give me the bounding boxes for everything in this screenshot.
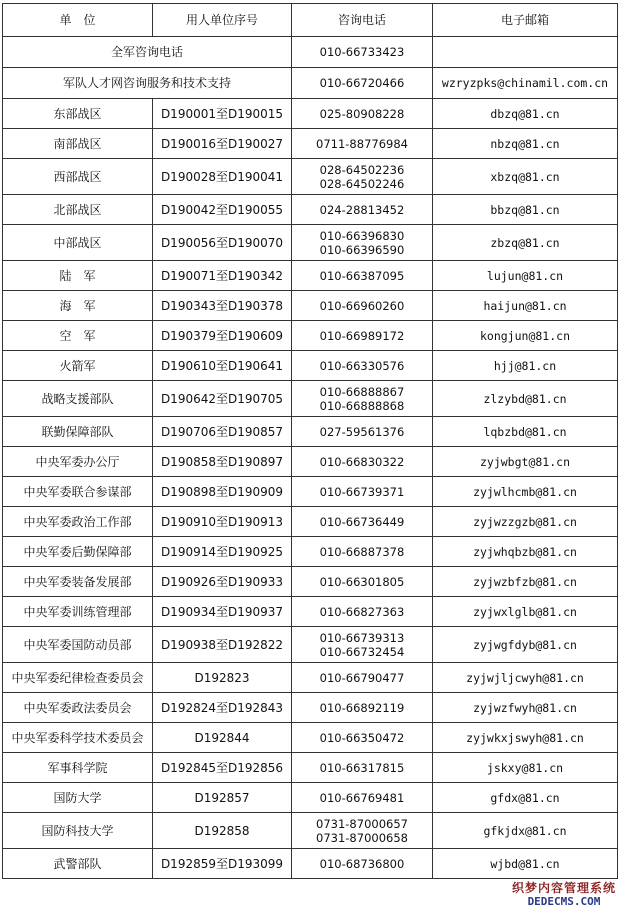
- phone-number: 028-64502236: [319, 162, 405, 177]
- unit-cell: 国防大学: [3, 783, 153, 813]
- unit-cell: 联勤保障部队: [3, 417, 153, 447]
- email-cell: zyjwbgt@81.cn: [433, 447, 618, 477]
- header-email: 电子邮箱: [433, 4, 618, 37]
- email-cell: wjbd@81.cn: [433, 849, 618, 879]
- serial-cell: D192844: [153, 723, 292, 753]
- phone-number: 010-66350472: [319, 730, 405, 745]
- phone-cell: [292, 99, 433, 129]
- serial-cell: D190706至D190857: [153, 417, 292, 447]
- table-row: [3, 129, 618, 159]
- phone-number: 010-66989172: [319, 328, 405, 343]
- table-row: [3, 417, 618, 447]
- phone-number: 010-66396590: [319, 242, 405, 257]
- table-row: [3, 507, 618, 537]
- unit-cell: 国防科技大学: [3, 813, 153, 849]
- serial-cell: D190910至D190913: [153, 507, 292, 537]
- table-row: [3, 261, 618, 291]
- serial-cell: D190379至D190609: [153, 321, 292, 351]
- unit-cell: 陆 军: [3, 261, 153, 291]
- unit-cell: 中央军委联合参谋部: [3, 477, 153, 507]
- serial-cell: D192859至D193099: [153, 849, 292, 879]
- table-body: [3, 37, 618, 879]
- email-cell: gfdx@81.cn: [433, 783, 618, 813]
- watermark-bottom: DEDECMS.COM: [527, 895, 601, 908]
- phone-cell: [292, 68, 433, 99]
- watermark-top: 织梦内容管理系统: [511, 881, 616, 895]
- email-cell: [433, 37, 618, 68]
- unit-cell: 中央军委政法委员会: [3, 693, 153, 723]
- watermark-logo: [512, 881, 616, 909]
- phone-cell: [292, 321, 433, 351]
- phone-number: 025-80908228: [319, 106, 405, 121]
- unit-cell: 空 军: [3, 321, 153, 351]
- table-row: [3, 321, 618, 351]
- phone-number: 010-66830322: [319, 454, 405, 469]
- table-row: [3, 849, 618, 879]
- phone-number: 010-66960260: [319, 298, 405, 313]
- phone-number: 010-66387095: [319, 268, 405, 283]
- table-row: [3, 597, 618, 627]
- serial-cell: D190642至D190705: [153, 381, 292, 417]
- serial-cell: D190016至D190027: [153, 129, 292, 159]
- phone-cell: [292, 849, 433, 879]
- serial-cell: D190914至D190925: [153, 537, 292, 567]
- table-row: [3, 627, 618, 663]
- unit-cell: 中部战区: [3, 225, 153, 261]
- phone-number: 010-66887378: [319, 544, 405, 559]
- table-row: [3, 663, 618, 693]
- email-cell: zyjwkxjswyh@81.cn: [433, 723, 618, 753]
- table-row: [3, 99, 618, 129]
- phone-number: 0711-88776984: [316, 136, 408, 151]
- serial-cell: D190898至D190909: [153, 477, 292, 507]
- table-row: [3, 291, 618, 321]
- table-row: [3, 813, 618, 849]
- serial-cell: D190028至D190041: [153, 159, 292, 195]
- phone-cell: [292, 753, 433, 783]
- phone-number: 027-59561376: [319, 424, 405, 439]
- phone-number: 010-66892119: [319, 700, 405, 715]
- phone-number: 010-66739313: [319, 630, 405, 645]
- phone-cell: [292, 813, 433, 849]
- table-row: [3, 159, 618, 195]
- serial-cell: D190934至D190937: [153, 597, 292, 627]
- email-cell: zlzybd@81.cn: [433, 381, 618, 417]
- email-cell: zyjwgfdyb@81.cn: [433, 627, 618, 663]
- serial-cell: D190938至D192822: [153, 627, 292, 663]
- phone-number: 028-64502246: [319, 176, 405, 191]
- unit-cell: 中央军委后勤保障部: [3, 537, 153, 567]
- serial-cell: D190858至D190897: [153, 447, 292, 477]
- phone-number: 010-66732454: [319, 644, 405, 659]
- email-cell: xbzq@81.cn: [433, 159, 618, 195]
- phone-number: 010-68736800: [319, 856, 405, 871]
- unit-cell: 中央军委办公厅: [3, 447, 153, 477]
- table-row: [3, 537, 618, 567]
- header-row: [3, 4, 618, 37]
- unit-cell: 中央军委装备发展部: [3, 567, 153, 597]
- unit-cell: 南部战区: [3, 129, 153, 159]
- phone-cell: [292, 159, 433, 195]
- table-row: [3, 567, 618, 597]
- table-row: [3, 195, 618, 225]
- serial-cell: D190343至D190378: [153, 291, 292, 321]
- unit-cell: 北部战区: [3, 195, 153, 225]
- serial-cell: D190926至D190933: [153, 567, 292, 597]
- table-row: [3, 783, 618, 813]
- phone-cell: [292, 507, 433, 537]
- email-cell: nbzq@81.cn: [433, 129, 618, 159]
- email-cell: wzryzpks@chinamil.com.cn: [433, 68, 618, 99]
- phone-cell: [292, 597, 433, 627]
- email-cell: hjj@81.cn: [433, 351, 618, 381]
- phone-cell: [292, 537, 433, 567]
- phone-number: 010-66330576: [319, 358, 405, 373]
- table-row: [3, 753, 618, 783]
- unit-cell: 中央军委训练管理部: [3, 597, 153, 627]
- table-row: [3, 37, 618, 68]
- contact-table: [2, 3, 618, 879]
- phone-number: 010-66301805: [319, 574, 405, 589]
- email-cell: zyjwxlglb@81.cn: [433, 597, 618, 627]
- phone-cell: [292, 693, 433, 723]
- unit-cell: 中央军委纪律检查委员会: [3, 663, 153, 693]
- serial-cell: D192824至D192843: [153, 693, 292, 723]
- phone-number: 010-66739371: [319, 484, 405, 499]
- phone-cell: [292, 225, 433, 261]
- serial-cell: D192857: [153, 783, 292, 813]
- phone-cell: [292, 261, 433, 291]
- table-row: [3, 723, 618, 753]
- phone-cell: [292, 37, 433, 68]
- phone-cell: [292, 351, 433, 381]
- header-unit: 单 位: [3, 4, 153, 37]
- unit-cell: 中央军委国防动员部: [3, 627, 153, 663]
- email-cell: zyjwjljcwyh@81.cn: [433, 663, 618, 693]
- phone-cell: [292, 477, 433, 507]
- serial-cell: D192845至D192856: [153, 753, 292, 783]
- table-row: [3, 477, 618, 507]
- phone-number: 024-28813452: [319, 202, 405, 217]
- email-cell: zbzq@81.cn: [433, 225, 618, 261]
- email-cell: zyjwzbfzb@81.cn: [433, 567, 618, 597]
- unit-cell: 火箭军: [3, 351, 153, 381]
- phone-cell: [292, 783, 433, 813]
- phone-number: 010-66736449: [319, 514, 405, 529]
- serial-cell: D192823: [153, 663, 292, 693]
- unit-cell: 东部战区: [3, 99, 153, 129]
- phone-cell: [292, 291, 433, 321]
- phone-cell: [292, 627, 433, 663]
- header-serial: 用人单位序号: [153, 4, 292, 37]
- phone-number: 010-66888867: [319, 384, 405, 399]
- phone-cell: [292, 723, 433, 753]
- table-row: [3, 351, 618, 381]
- phone-number: 010-66396830: [319, 228, 405, 243]
- table-row: [3, 68, 618, 99]
- table-row: [3, 381, 618, 417]
- unit-cell: 军事科学院: [3, 753, 153, 783]
- phone-number: 010-66888868: [319, 398, 405, 413]
- serial-cell: D190071至D190342: [153, 261, 292, 291]
- serial-cell: D190042至D190055: [153, 195, 292, 225]
- header-phone: 咨询电话: [292, 4, 433, 37]
- email-cell: kongjun@81.cn: [433, 321, 618, 351]
- serial-cell: D190056至D190070: [153, 225, 292, 261]
- email-cell: zyjwzfwyh@81.cn: [433, 693, 618, 723]
- email-cell: zyjwlhcmb@81.cn: [433, 477, 618, 507]
- phone-number: 010-66790477: [319, 670, 405, 685]
- serial-cell: D192858: [153, 813, 292, 849]
- unit-cell: 中央军委政治工作部: [3, 507, 153, 537]
- phone-number: 010-66317815: [319, 760, 405, 775]
- unit-cell: 中央军委科学技术委员会: [3, 723, 153, 753]
- email-cell: haijun@81.cn: [433, 291, 618, 321]
- phone-number: 0731-87000658: [316, 830, 408, 845]
- phone-number: 010-66720466: [319, 76, 405, 90]
- phone-number: 010-66769481: [319, 790, 405, 805]
- table-row: [3, 225, 618, 261]
- unit-cell: 军队人才网咨询服务和技术支持: [3, 68, 292, 99]
- phone-number: 0731-87000657: [316, 816, 408, 831]
- email-cell: jskxy@81.cn: [433, 753, 618, 783]
- serial-cell: D190001至D190015: [153, 99, 292, 129]
- unit-cell: 海 军: [3, 291, 153, 321]
- email-cell: dbzq@81.cn: [433, 99, 618, 129]
- unit-cell: 西部战区: [3, 159, 153, 195]
- table-row: [3, 693, 618, 723]
- phone-cell: [292, 195, 433, 225]
- email-cell: lqbzbd@81.cn: [433, 417, 618, 447]
- phone-cell: [292, 417, 433, 447]
- phone-cell: [292, 381, 433, 417]
- email-cell: bbzq@81.cn: [433, 195, 618, 225]
- email-cell: gfkjdx@81.cn: [433, 813, 618, 849]
- email-cell: lujun@81.cn: [433, 261, 618, 291]
- phone-number: 010-66733423: [319, 45, 405, 59]
- phone-cell: [292, 567, 433, 597]
- unit-cell: 武警部队: [3, 849, 153, 879]
- phone-number: 010-66827363: [319, 604, 405, 619]
- email-cell: zyjwhqbzb@81.cn: [433, 537, 618, 567]
- serial-cell: D190610至D190641: [153, 351, 292, 381]
- unit-cell: 全军咨询电话: [3, 37, 292, 68]
- email-cell: zyjwzzgzb@81.cn: [433, 507, 618, 537]
- phone-cell: [292, 447, 433, 477]
- unit-cell: 战略支援部队: [3, 381, 153, 417]
- phone-cell: [292, 663, 433, 693]
- phone-cell: [292, 129, 433, 159]
- table-row: [3, 447, 618, 477]
